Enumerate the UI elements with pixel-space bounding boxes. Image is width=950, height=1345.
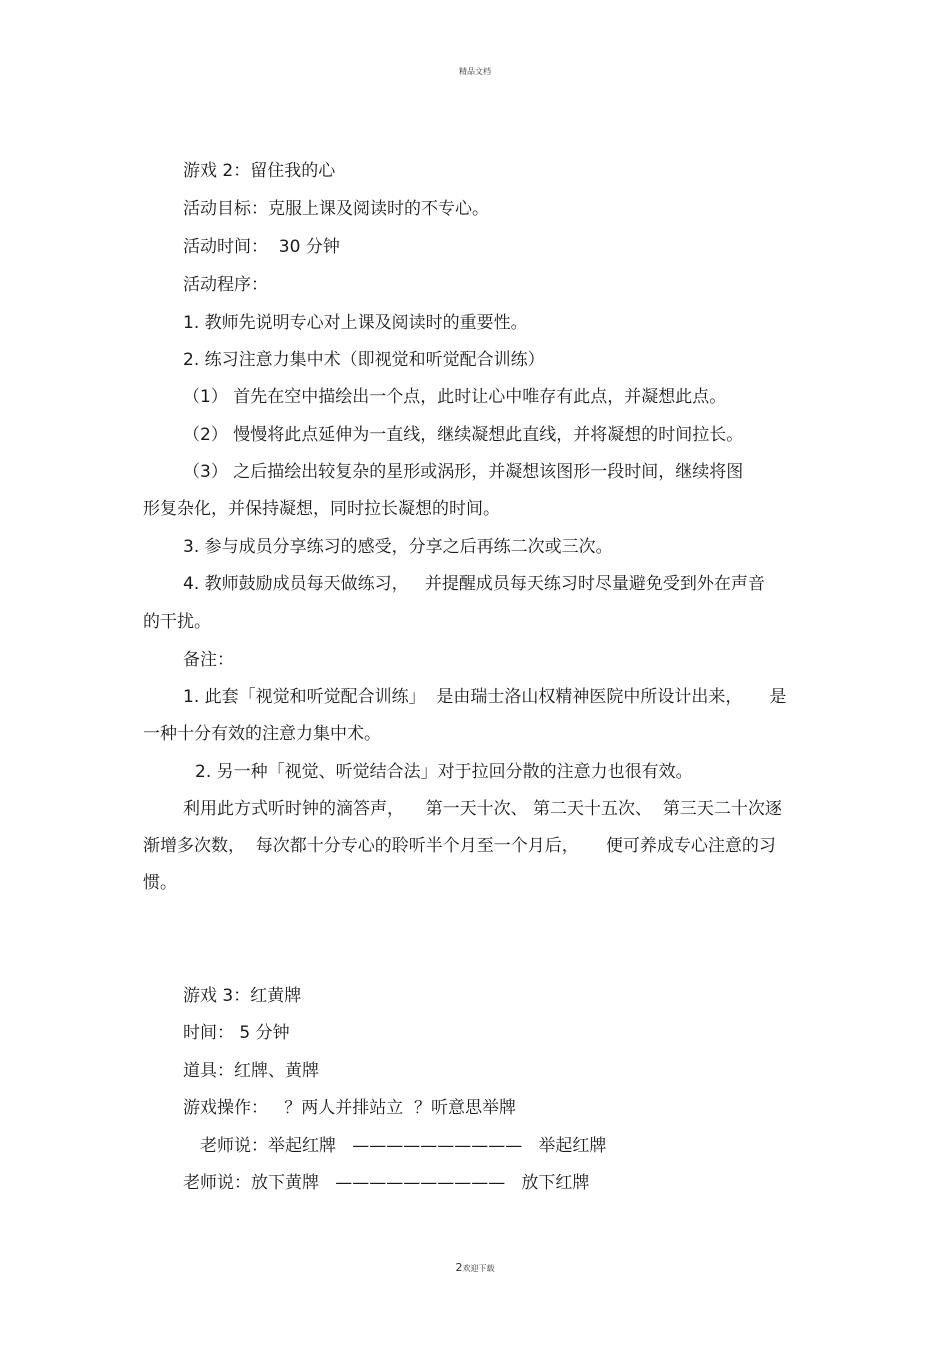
page-footer	[0, 1261, 950, 1274]
game2-time: 活动时间： 30 分钟	[183, 237, 340, 257]
game2-note-label: 备注：	[183, 650, 234, 670]
game2-goal: 活动目标：克服上课及阅读时的不专心。	[183, 199, 489, 219]
game2-note2: 2. 另一种「视觉、听觉结合法」对于拉回分散的注意力也很有效。	[195, 762, 693, 782]
game2-step4-line1: 4. 教师鼓励成员每天做练习， 并提醒成员每天练习时尽量避免受到外在声音	[183, 574, 765, 594]
game3-props: 道具：红牌、黄牌	[183, 1061, 319, 1081]
game2-step2: 2. 练习注意力集中术（即视觉和听觉配合训练）	[183, 350, 545, 370]
game2-note1-line2: 一种十分有效的注意力集中术。	[143, 724, 381, 744]
game3-rule1: 老师说：举起红牌 —————————— 举起红牌	[200, 1136, 607, 1156]
header-watermark: 精品文档	[459, 67, 491, 76]
game2-step3: 3. 参与成员分享练习的感受，分享之后再练二次或三次。	[183, 537, 613, 557]
footer-text: 欢迎下载	[462, 1264, 495, 1273]
game2-sub1: （1） 首先在空中描绘出一个点，此时让心中唯存有此点，并凝想此点。	[183, 387, 727, 407]
game2-procedure-label: 活动程序：	[183, 275, 268, 295]
game2-note3-line2: 渐增多次数， 每次都十分专心的聆听半个月至一个月后， 便可养成专心注意的习	[143, 836, 776, 856]
game2-note3-line3: 惯。	[143, 873, 177, 893]
game2-title: 游戏 2：留住我的心	[183, 161, 336, 181]
game3-rule2: 老师说：放下黄牌 —————————— 放下红牌	[183, 1173, 590, 1193]
game3-title: 游戏 3：红黄牌	[183, 986, 302, 1006]
game2-sub3-line2: 形复杂化，并保持凝想，同时拉长凝想的时间。	[143, 499, 500, 519]
game2-sub2: （2） 慢慢将此点延伸为一直线，继续凝想此直线，并将凝想的时间拉长。	[183, 425, 744, 445]
page-number: 2	[455, 1261, 463, 1274]
game2-step1: 1. 教师先说明专心对上课及阅读时的重要性。	[183, 313, 528, 333]
game3-operation: 游戏操作： ？两人并排站立 ？听意思举牌	[183, 1098, 517, 1118]
game2-note1-line1: 1. 此套「视觉和听觉配合训练」 是由瑞士洛山权精神医院中所设计出来， 是	[183, 687, 787, 707]
game3-time: 时间： 5 分钟	[183, 1023, 290, 1043]
game2-note3-line1: 利用此方式听时钟的滴答声， 第一天十次、 第二天十五次、 第三天二十次逐	[183, 799, 782, 819]
game2-sub3-line1: （3） 之后描绘出较复杂的星形或涡形，并凝想该图形一段时间，继续将图	[183, 462, 744, 482]
game2-step4-line2: 的干扰。	[143, 612, 211, 632]
